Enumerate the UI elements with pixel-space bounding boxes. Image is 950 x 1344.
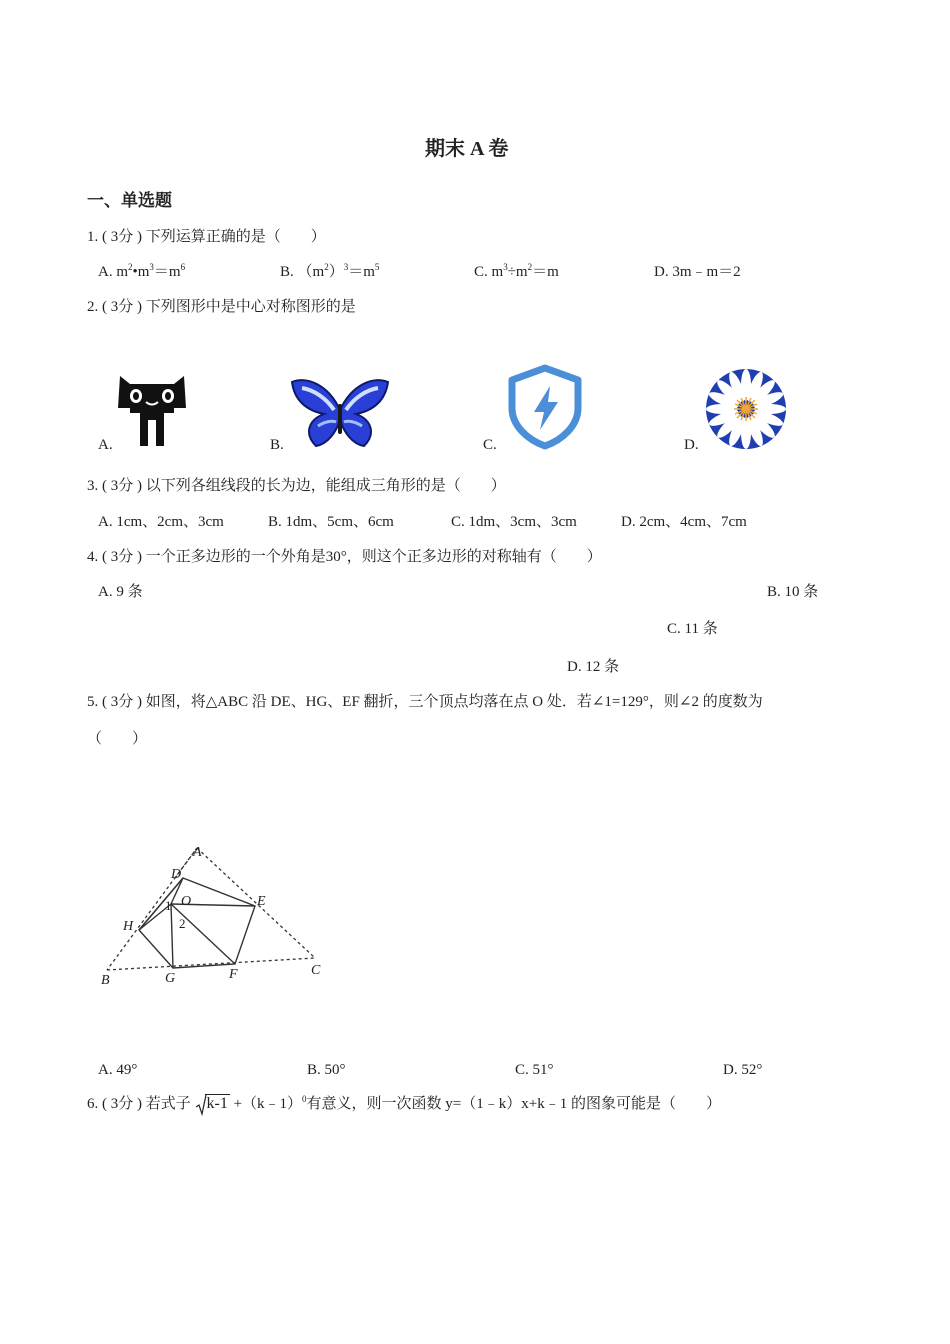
page-title: 期末 A 卷 (425, 138, 509, 160)
q5-option-c[interactable]: C. 51° (515, 1062, 554, 1078)
q5-option-b[interactable]: B. 50° (307, 1062, 346, 1078)
q2-option-a-label[interactable]: A. (98, 437, 113, 453)
point-label-e: E (257, 894, 266, 909)
q5-option-d[interactable]: D. 52° (723, 1062, 763, 1078)
q2-option-c-label[interactable]: C. (483, 437, 497, 453)
angle-label-1: 1 (165, 898, 172, 913)
point-label-b: B (101, 973, 110, 988)
q5-stem-bracket: （ ） (87, 731, 148, 747)
q4-option-b[interactable]: B. 10 条 (767, 584, 819, 600)
q1-option-b[interactable]: B. $(m^2)^3=m^5$ (280, 262, 380, 280)
point-label-c: C (311, 963, 321, 978)
angle-label-2: 2 (179, 916, 186, 931)
flower-icon (704, 367, 788, 451)
point-label-a: A (193, 845, 202, 860)
q3-option-b[interactable]: B. 1dm、5cm、6cm (268, 514, 394, 530)
shield-lightning-icon (506, 364, 584, 450)
q4-option-d[interactable]: D. 12 条 (567, 659, 620, 675)
q3-option-a[interactable]: A. 1cm、2cm、3cm (98, 514, 224, 530)
q3-stem: 3. ( 3分 ) 以下列各组线段的长为边，能组成三角形的是（ ） (87, 478, 506, 494)
point-label-f: F (229, 967, 238, 982)
q4-stem: 4. ( 3分 ) 一个正多边形的一个外角是30°，则这个正多边形的对称轴有（ ） (87, 549, 602, 565)
point-label-h: H (123, 919, 134, 934)
sqrt-expression: k-1 (195, 1094, 230, 1114)
point-label-o: O (181, 894, 192, 909)
q3-option-d[interactable]: D. 2cm、4cm、7cm (621, 514, 747, 530)
section-heading: 一、单选题 (87, 191, 172, 210)
q2-option-b-label[interactable]: B. (270, 437, 284, 453)
triangle-fold-diagram (95, 838, 335, 990)
q5-option-a[interactable]: A. 49° (98, 1062, 138, 1078)
q4-option-a[interactable]: A. 9 条 (98, 584, 143, 600)
q1-option-d[interactable]: D. 3m﹣m＝2 (654, 264, 741, 280)
butterfly-icon (288, 376, 392, 448)
point-label-g: G (165, 971, 176, 986)
q4-option-c[interactable]: C. 11 条 (667, 621, 718, 637)
q3-option-c[interactable]: C. 1dm、3cm、3cm (451, 514, 577, 530)
q5-stem: 5. ( 3分 ) 如图，将△ABC 沿 DE、HG、EF 翻折，三个顶点均落在点 O 处．若∠1=129°，则∠2 的度数为 (87, 694, 763, 710)
q1-option-c[interactable]: C. $m^3\div m^2=m$ (474, 262, 559, 280)
cat-logo-icon (116, 374, 188, 450)
q1-option-a[interactable]: A. $m^2•m^3=m^6$ (98, 262, 186, 280)
q2-option-d-label[interactable]: D. (684, 437, 699, 453)
point-label-d: D (171, 867, 182, 882)
q1-stem: 1. ( 3分 ) 下列运算正确的是（ ） (87, 229, 326, 245)
q2-stem: 2. ( 3分 ) 下列图形中是中心对称图形的是 (87, 299, 356, 315)
q6-stem: 6. ( 3分 ) 若式子 k-1 +（k﹣1）$^0$有意义，则一次函数 y=（1﹣k）x+k﹣1 的图象可能是（ ） (87, 1094, 721, 1112)
